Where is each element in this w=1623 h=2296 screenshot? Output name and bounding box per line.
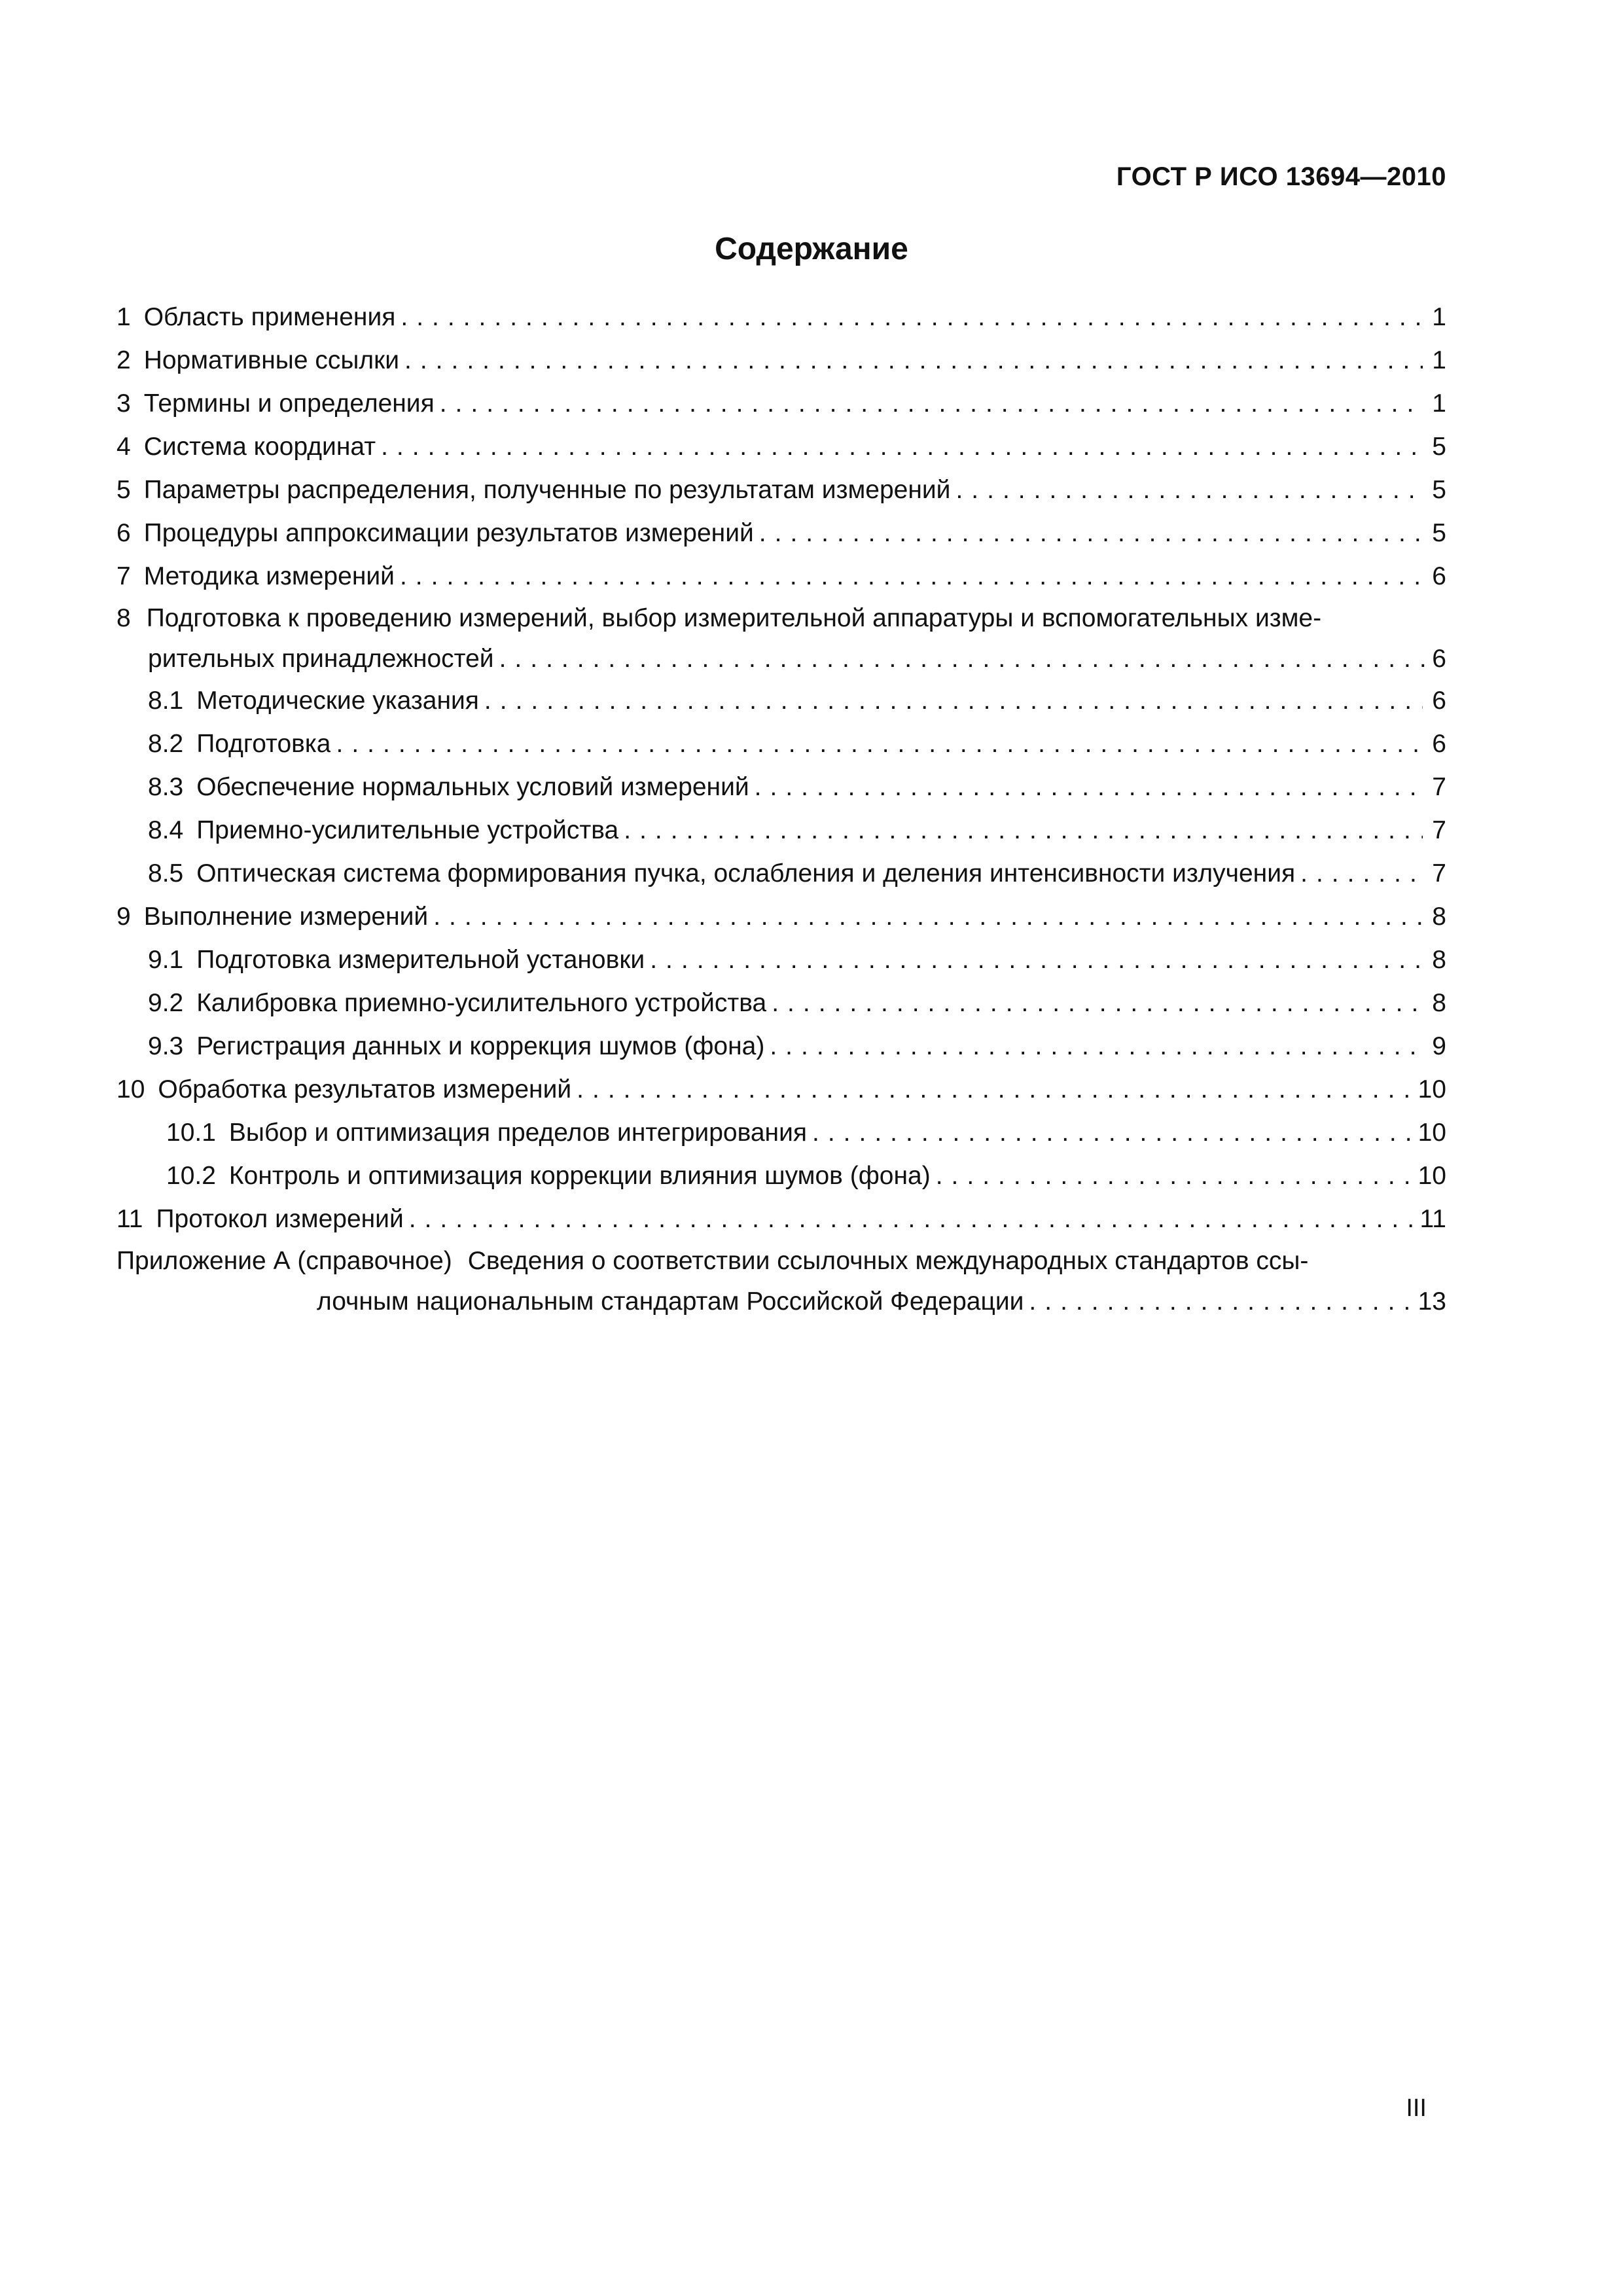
toc-entry-title: Система координат — [143, 433, 376, 461]
dot-leader — [577, 1068, 1412, 1111]
toc-entry-title: Регистрация данных и коррекция шумов (фона) — [196, 1032, 765, 1060]
toc-entry-title: Нормативные ссылки — [143, 346, 399, 374]
toc-entry-number: 1 — [116, 303, 131, 331]
toc-entry-title-line2: рительных принадлежностей — [148, 645, 494, 673]
dot-leader — [433, 895, 1423, 939]
toc-entry-page: 1 — [1432, 389, 1446, 418]
toc-entry-8-1[interactable] — [116, 679, 1446, 723]
toc-entry-8-4[interactable] — [116, 809, 1446, 852]
toc-entry-page: 9 — [1432, 1032, 1446, 1060]
toc-entry-title: Процедуры аппроксимации результатов измерений — [143, 519, 754, 547]
toc-entry-10-2[interactable] — [116, 1155, 1446, 1198]
dot-leader — [1300, 852, 1423, 895]
toc-entry-number: 9 — [116, 903, 131, 931]
toc-entry-title: Калибровка приемно-усилительного устройства — [196, 989, 767, 1017]
toc-entry-page: 8 — [1432, 903, 1446, 931]
toc-entry-number: 4 — [116, 433, 131, 461]
toc-entry-number: 9.3 — [148, 1032, 184, 1060]
toc-entry-page: 5 — [1432, 476, 1446, 504]
toc-entry-title-line2: лочным национальным стандартам Российской Федерации — [317, 1287, 1024, 1316]
toc-entry-page: 6 — [1432, 562, 1446, 590]
dot-leader — [400, 555, 1423, 598]
toc-entry-number: 10.1 — [166, 1119, 216, 1147]
toc-entry-title: Подготовка измерительной установки — [196, 946, 645, 974]
toc-entry-appendix-a[interactable] — [116, 1241, 1446, 1322]
toc-entry-number: 9.1 — [148, 946, 184, 974]
toc-entry-number: 8.5 — [148, 859, 184, 888]
dot-leader — [812, 1111, 1413, 1155]
toc-entry-title: Параметры распределения, полученные по результатам измерений — [143, 476, 951, 504]
toc-entry-page: 5 — [1432, 433, 1446, 461]
toc-entry-number: 8.2 — [148, 730, 184, 758]
toc-entry-page: 8 — [1432, 946, 1446, 974]
toc-entry-page: 5 — [1432, 519, 1446, 547]
toc-entry-number: 9.2 — [148, 989, 184, 1017]
toc-entry-10-1[interactable] — [116, 1111, 1446, 1155]
dot-leader — [381, 425, 1423, 469]
toc-entry-8[interactable] — [116, 598, 1446, 679]
toc-entry-number: 8.3 — [148, 773, 184, 801]
toc-entry-title: Область применения — [143, 303, 396, 331]
toc-entry-title: Выполнение измерений — [143, 903, 429, 931]
toc-entry-9-1[interactable] — [116, 939, 1446, 982]
toc-entry-page: 7 — [1432, 816, 1446, 844]
toc-entry-number: 8.4 — [148, 816, 184, 844]
toc-entry-2[interactable] — [116, 339, 1446, 382]
toc-entry-page: 6 — [1432, 645, 1446, 673]
dot-leader — [1029, 1282, 1412, 1322]
dot-leader — [955, 469, 1423, 512]
toc-entry-title: Контроль и оптимизация коррекции влияния шумов (фона) — [228, 1162, 931, 1190]
toc-entry-title: Термины и определения — [143, 389, 435, 418]
toc-entry-8-3[interactable] — [116, 766, 1446, 809]
dot-leader — [484, 679, 1423, 723]
toc-entry-9-3[interactable] — [116, 1025, 1446, 1068]
toc-entry-1[interactable] — [116, 296, 1446, 339]
toc-title: Содержание — [715, 232, 908, 266]
dot-leader — [440, 382, 1423, 425]
dot-leader — [336, 723, 1423, 766]
toc-entry-number: 8 — [116, 604, 131, 632]
document-code: ГОСТ Р ИСО 13694—2010 — [1116, 162, 1446, 191]
toc-entry-10[interactable] — [116, 1068, 1446, 1111]
toc-entry-page: 7 — [1432, 859, 1446, 888]
toc-entry-page: 7 — [1432, 773, 1446, 801]
toc-entry-title-line1: Сведения о соответствии ссылочных международных стандартов ссы- — [467, 1247, 1309, 1275]
toc-entry-page: 10 — [1418, 1162, 1446, 1190]
dot-leader — [770, 1025, 1423, 1068]
toc-entry-9[interactable] — [116, 895, 1446, 939]
dot-leader — [650, 939, 1423, 982]
dot-leader — [759, 512, 1423, 555]
toc-entry-number: 5 — [116, 476, 131, 504]
toc-entry-page: 8 — [1432, 989, 1446, 1017]
toc-entry-number: 10 — [116, 1075, 145, 1103]
toc-entry-title: Подготовка — [196, 730, 331, 758]
toc-entry-title: Выбор и оптимизация пределов интегрирования — [228, 1119, 807, 1147]
dot-leader — [772, 982, 1423, 1025]
toc-entry-6[interactable] — [116, 512, 1446, 555]
toc-entry-number: 2 — [116, 346, 131, 374]
toc-entry-number: 3 — [116, 389, 131, 418]
toc-entry-number: 11 — [116, 1205, 143, 1233]
toc-entry-title: Обеспечение нормальных условий измерений — [196, 773, 749, 801]
toc-entry-3[interactable] — [116, 382, 1446, 425]
dot-leader — [936, 1155, 1413, 1198]
toc-entry-4[interactable] — [116, 425, 1446, 469]
toc-entry-title: Обработка результатов измерений — [158, 1075, 572, 1103]
toc-entry-page: 10 — [1418, 1119, 1446, 1147]
toc-entry-page: 10 — [1418, 1075, 1446, 1103]
toc-entry-7[interactable] — [116, 555, 1446, 598]
toc-entry-11[interactable] — [116, 1198, 1446, 1241]
toc-entry-number: 10.2 — [166, 1162, 216, 1190]
toc-entry-title: Приемно-усилительные устройства — [196, 816, 619, 844]
toc-entry-8-5[interactable] — [116, 852, 1446, 895]
toc-entry-8-2[interactable] — [116, 723, 1446, 766]
toc-entry-5[interactable] — [116, 469, 1446, 512]
toc-entry-title: Оптическая система формирования пучка, ослабления и деления интенсивности излучения — [196, 859, 1296, 888]
toc-entry-9-2[interactable] — [116, 982, 1446, 1025]
table-of-contents — [116, 296, 1446, 1322]
toc-entry-number: 7 — [116, 562, 131, 590]
toc-entry-page: 1 — [1432, 303, 1446, 331]
toc-entry-number: 6 — [116, 519, 131, 547]
toc-entry-title: Методика измерений — [143, 562, 395, 590]
toc-entry-page: 6 — [1432, 730, 1446, 758]
toc-entry-page: 6 — [1432, 687, 1446, 715]
dot-leader — [409, 1198, 1415, 1241]
dot-leader — [404, 339, 1423, 382]
toc-entry-title: Протокол измерений — [156, 1205, 404, 1233]
dot-leader — [755, 766, 1423, 809]
appendix-label: Приложение А (справочное) — [116, 1247, 452, 1275]
toc-entry-title: Методические указания — [196, 687, 479, 715]
toc-entry-number: 8.1 — [148, 687, 184, 715]
toc-entry-page: 13 — [1418, 1287, 1446, 1316]
dot-leader — [499, 639, 1427, 679]
page-number: III — [1406, 2094, 1427, 2122]
dot-leader — [624, 809, 1423, 852]
toc-entry-page: 1 — [1432, 346, 1446, 374]
toc-entry-page: 11 — [1419, 1205, 1446, 1233]
dot-leader — [401, 296, 1423, 339]
toc-entry-title-line1: Подготовка к проведению измерений, выбор измерительной аппаратуры и вспомогательных изме- — [146, 604, 1322, 632]
